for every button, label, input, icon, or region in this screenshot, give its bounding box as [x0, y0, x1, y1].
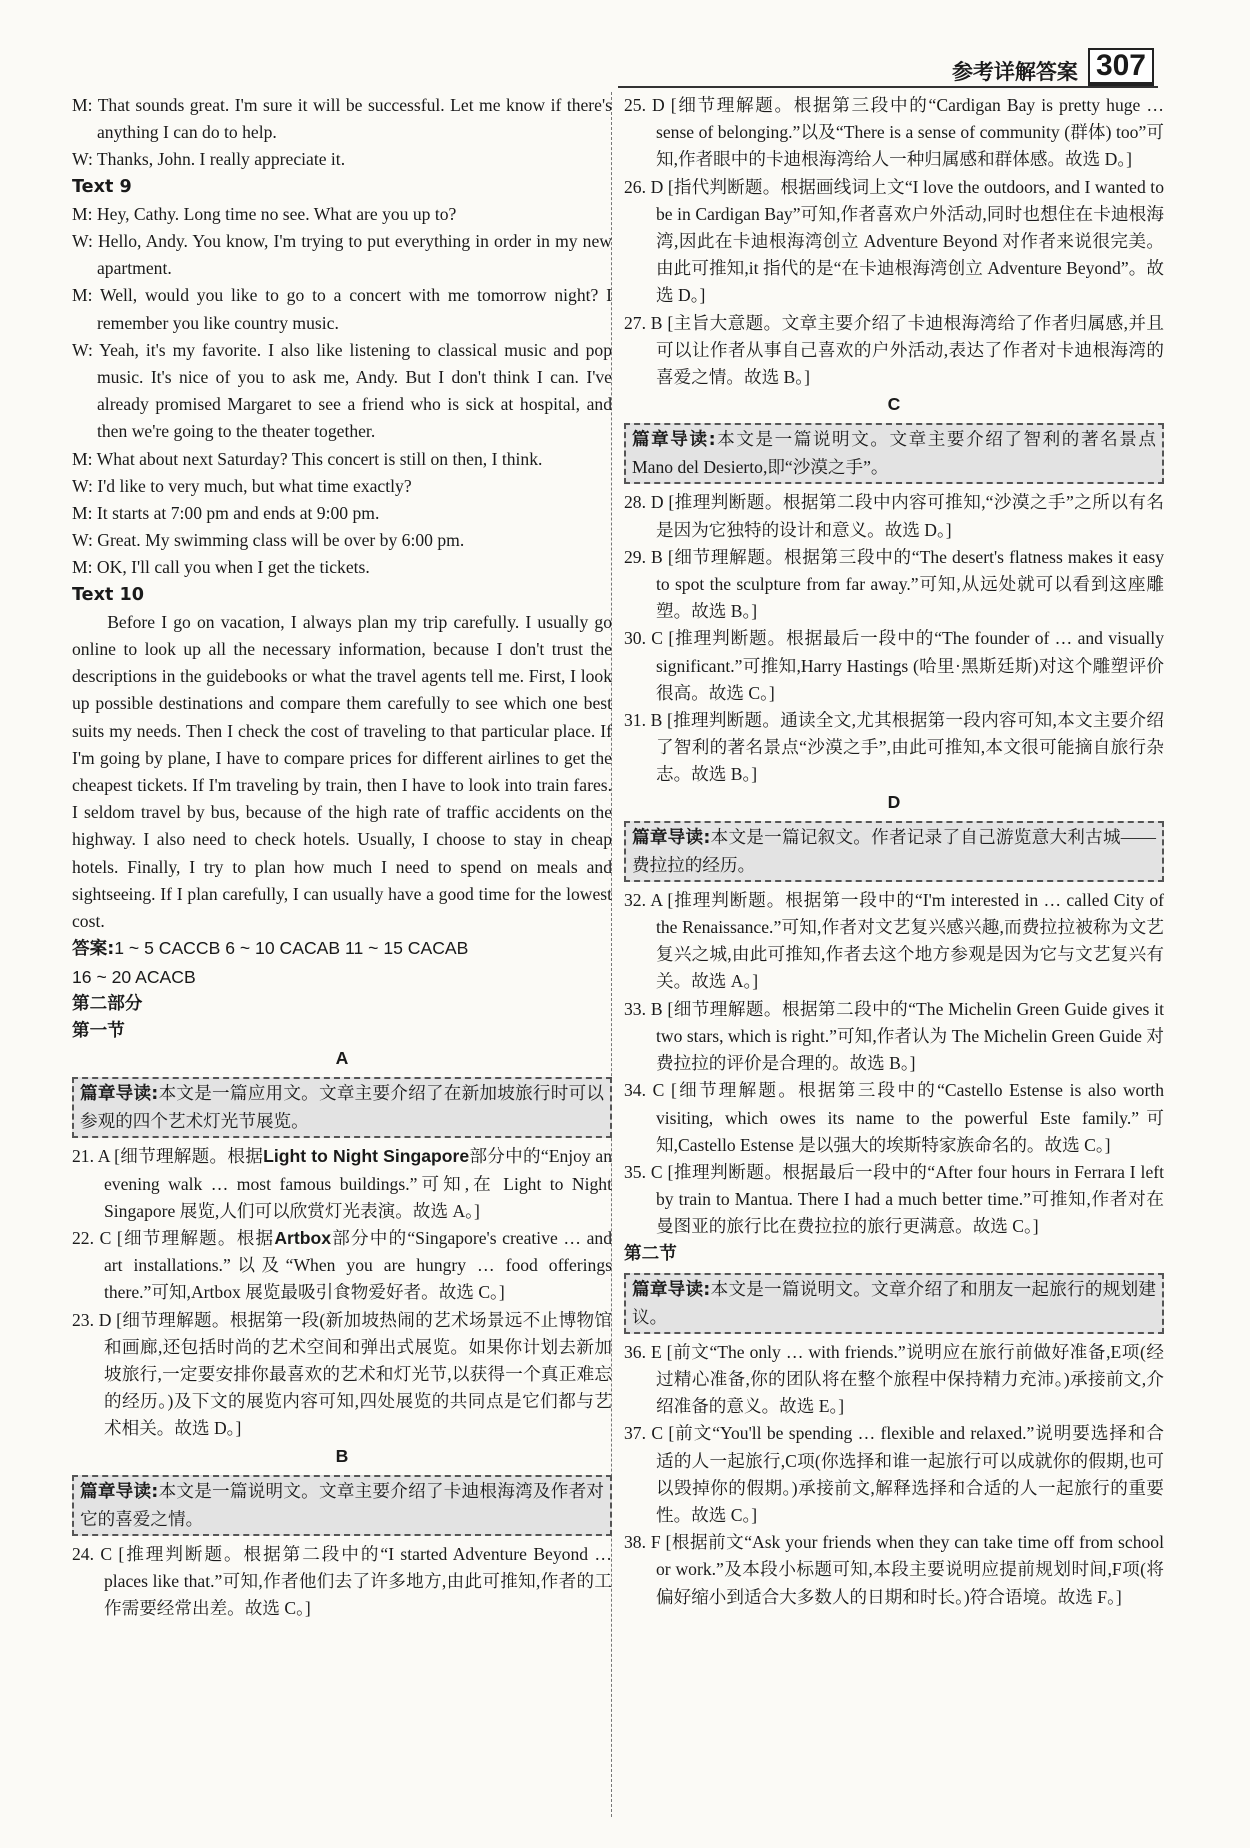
answer-item: 22. C [细节理解题。根据Artbox部分中的“Singapore's creative … and art installations.”以及“When you are hungry … food offerings there.”可知,Artbox 展览最吸引食物爱好者。故选 C。]	[72, 1227, 612, 1303]
guide-text: 本文是一篇说明文。文章介绍了和朋友一起旅行的规划建议。	[632, 1278, 1156, 1327]
page-number: 307	[1088, 48, 1154, 86]
answer-item: 35. C [推理判断题。根据最后一段中的“After four hours in Ferrara I left by train to Mantua. There I had a much better time.”可推知,作者对在曼图亚的旅行比在费拉拉的旅行更满意。故选 C。]	[624, 1161, 1164, 1237]
dialog-line: M: Well, would you like to go to a concert with me tomorrow night? I remember you like country music.	[72, 285, 612, 333]
guide-text: 本文是一篇应用文。文章主要介绍了在新加坡旅行时可以参观的四个艺术灯光节展览。	[80, 1083, 604, 1132]
page-header	[952, 48, 1154, 86]
text10-title: Text 10	[72, 584, 144, 605]
dialog-line: M: Hey, Cathy. Long time no see. What are you up to?	[72, 203, 457, 224]
guide-label: 篇章导读:	[80, 1481, 159, 1502]
left-column	[72, 92, 612, 1622]
dialog-line: M: It starts at 7:00 pm and ends at 9:00 pm.	[72, 503, 380, 524]
passage-a-label: A	[335, 1048, 349, 1069]
answer-item: 24. C [推理判断题。根据第二段中的“I started Adventure Beyond … places like that.”可知,作者他们去了许多地方,由此可推知,作者的工作需要经常出差。故选 C。]	[72, 1543, 612, 1619]
guide-text: 本文是一篇说明文。文章主要介绍了卡迪根海湾及作者对它的喜爱之情。	[80, 1480, 604, 1529]
guide-label: 篇章导读:	[80, 1084, 159, 1105]
answers-label: 答案:	[72, 939, 115, 960]
answer-item: 21. A [细节理解题。根据Light to Night Singapore部分中的“Enjoy an evening walk … most famous buildings.”可知,在 Light to Night Singapore 展览,人们可以欣赏灯光表演。故选 A。]	[72, 1146, 612, 1221]
header-rule	[618, 86, 1158, 88]
answer-item: 29. B [细节理解题。根据第三段中的“The desert's flatness makes it easy to spot the sculpture from far away.”可知,从远处就可以看到这座雕塑。故选 B。]	[624, 546, 1164, 622]
dialog-line: W: Yeah, it's my favorite. I also like listening to classical music and pop music. It's nice of you to ask me, Andy. But I don't think I can. I've already promised Margaret to see a friend who is sick at hospital, and then we're going to the theater together.	[72, 339, 612, 442]
guide-text: 本文是一篇说明文。文章主要介绍了智利的著名景点 Mano del Desierto,即“沙漠之手”。	[632, 429, 1156, 478]
bold-term: Light to Night Singapore	[263, 1146, 470, 1167]
dialog-line: M: OK, I'll call you when I get the tickets.	[72, 557, 370, 578]
guide-label: 篇章导读:	[632, 1279, 711, 1300]
guide-box-b	[72, 1475, 612, 1536]
answers-line1: 1 ~ 5 CACCB 6 ~ 10 CACAB 11 ~ 15 CACAB	[114, 938, 469, 959]
answers-line2: 16 ~ 20 ACACB	[72, 966, 196, 987]
answer-item: 25. D [细节理解题。根据第三段中的“Cardigan Bay is pretty huge … sense of belonging.”以及“There is a sense of community (群体) too”可知,作者眼中的卡迪根海湾给人一种归属感和群体感。故选 D。]	[624, 95, 1164, 170]
text10-paragraph: Before I go on vacation, I always plan my trip carefully. I usually go online to look up all the necessary information, because I don't trust the descriptions in the guidebooks or what the travel agents tell me. First, I look up possible destinations and compare them carefully to see which one best suits my needs. Then I check the cost of traveling to that particular place. If I'm going by plane, I have to compare prices for different airlines to get the cheapest tickets. If I'm traveling by train, then I have to look into train fares. I seldom travel by bus, because of the high rate of traffic accidents on the highway. I also need to check hotels. Usually, I choose to stay in cheap hotels. Finally, I try to plan how much I need to spend on meals and sightseeing. If I plan carefully, I can usually have a good time for the lowest cost.	[72, 611, 612, 932]
section2-heading: 第二节	[624, 1243, 677, 1264]
answer-item: 30. C [推理判断题。根据最后一段中的“The founder of … and visually significant.”可推知,Harry Hastings (哈里·黑斯廷斯)对这个雕塑评价很高。故选 C。]	[624, 628, 1164, 703]
passage-b-label: B	[335, 1445, 349, 1466]
dialog-line: M: That sounds great. I'm sure it will be successful. Let me know if there's anything I can do to help.	[72, 95, 612, 143]
passage-d-label: D	[887, 791, 901, 812]
dialog-line: W: I'd like to very much, but what time exactly?	[72, 475, 412, 496]
answer-item: 27. B [主旨大意题。文章主要介绍了卡迪根海湾给了作者归属感,并且可以让作者从事自己喜欢的户外活动,表达了作者对卡迪根海湾的喜爱之情。故选 B。]	[624, 312, 1164, 388]
dialog-line: M: What about next Saturday? This concert is still on then, I think.	[72, 448, 543, 469]
header-title: 参考详解答案	[951, 60, 1078, 84]
answer-item: 23. D [细节理解题。根据第一段(新加坡热闹的艺术场景远不止博物馆和画廊,还包括时尚的艺术空间和弹出式展览。如果你计划去新加坡旅行,一定要安排你最喜欢的艺术和灯光节,以获得一个真正难忘的经历。)及下文的展览内容可知,四处展览的共同点是它们都与艺术相关。故选 D。]	[72, 1309, 612, 1439]
guide-box-d	[624, 821, 1164, 882]
answer-item: 36. E [前文“The only … with friends.”说明应在旅行前做好准备,E项(经过精心准备,你的团队将在整个旅程中保持精力充沛。)承接前文,介绍准备的意义。故选 E。]	[624, 1341, 1164, 1417]
guide-label: 篇章导读:	[632, 827, 711, 848]
answer-item: 28. D [推理判断题。根据第二段中内容可推知,“沙漠之手”之所以有名是因为它独特的设计和意义。故选 D。]	[624, 492, 1164, 540]
dialog-line: W: Great. My swimming class will be over by 6:00 pm.	[72, 530, 465, 551]
answer-item: 32. A [推理判断题。根据第一段中的“I'm interested in … called City of the Renaissance.”可知,作者对文艺复兴感兴趣,而费拉拉被称为文艺复兴之城,由此可推知,作者去这个地方参观是因为它与文艺复兴有关。故选 A。]	[624, 889, 1164, 992]
part2-heading: 第二部分	[72, 993, 143, 1014]
answer-item: 33. B [细节理解题。根据第二段中的“The Michelin Green Guide gives it two stars, which is right.”可知,作者认为 The Michelin Green Guide 对费拉拉的评价是合理的。故选 B。]	[624, 998, 1164, 1074]
guide-text: 本文是一篇记叙文。作者记录了自己游览意大利古城——费拉拉的经历。	[632, 826, 1156, 875]
bold-term: Artbox	[274, 1227, 332, 1248]
passage-c-label: C	[887, 394, 901, 415]
guide-box-c	[624, 423, 1164, 484]
guide-box-a	[72, 1077, 612, 1138]
answer-item: 34. C [细节理解题。根据第三段中的“Castello Estense is also worth visiting, which owes its name to the powerful Este family.”可知,Castello Estense 是以强大的埃斯特家族命名的。故选 C。]	[624, 1080, 1164, 1155]
right-column	[624, 92, 1164, 1611]
answer-item: 31. B [推理判断题。通读全文,尤其根据第一段内容可知,本文主要介绍了智利的著名景点“沙漠之手”,由此可推知,本文很可能摘自旅行杂志。故选 B。]	[624, 710, 1164, 785]
dialog-line: W: Thanks, John. I really appreciate it.	[72, 149, 346, 170]
guide-label: 篇章导读:	[632, 430, 716, 451]
answer-item: 38. F [根据前文“Ask your friends when they can take time off from school or work.”及本段小标题可知,本段主要说明应提前规划时间,F项(将偏好缩小到适合大多数人的日期和时长。)符合语境。故选 F。]	[624, 1532, 1164, 1607]
section1-heading: 第一节	[72, 1020, 125, 1041]
guide-box-e	[624, 1273, 1164, 1334]
answers	[72, 935, 612, 963]
answer-item: 26. D [指代判断题。根据画线词上文“I love the outdoors, and I wanted to be in Cardigan Bay”可知,作者喜欢户外活动,同时也想住在卡迪根海湾,因此在卡迪根海湾创立 Adventure Beyond 对作者来说很完美。由此可推知,it 指代的是“在卡迪根海湾创立 Adventure Beyond”。故选 D。]	[624, 176, 1164, 306]
text9-title: Text 9	[72, 176, 132, 197]
answer-item: 37. C [前文“You'll be spending … flexible and relaxed.”说明要选择和合适的人一起旅行,C项(你选择和谁一起旅行可以成就你的假期,也可以毁掉你的假期。)承接前文,解释选择和合适的人一起旅行的重要性。故选 C。]	[624, 1423, 1164, 1525]
dialog-line: W: Hello, Andy. You know, I'm trying to put everything in order in my new apartment.	[72, 231, 612, 279]
